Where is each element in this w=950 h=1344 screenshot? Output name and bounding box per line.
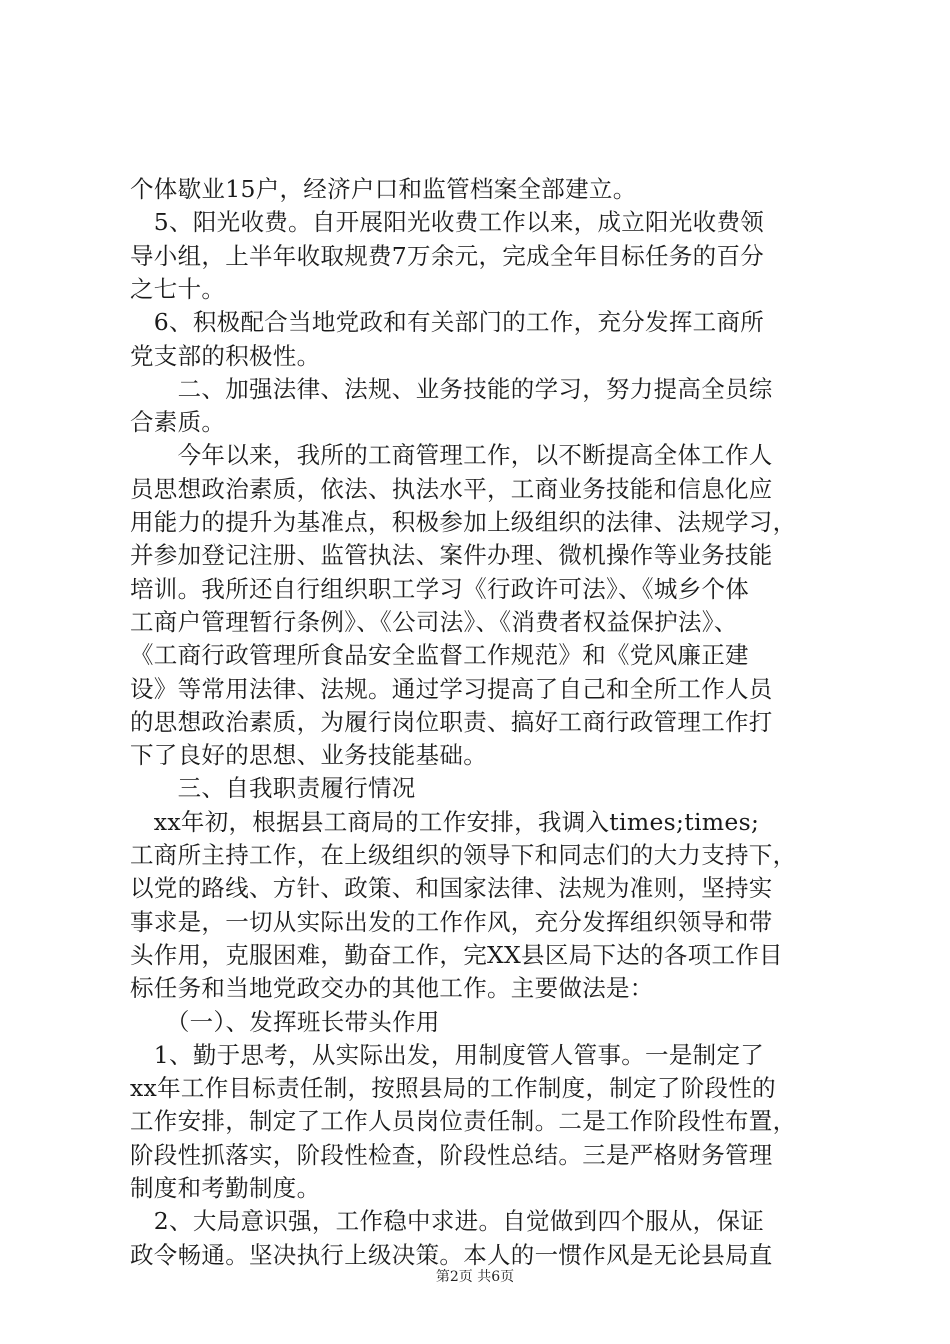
text-line: 1、勤于思考，从实际出发，用制度管人管事。一是制定了 [130, 1040, 765, 1069]
text-line: 工作安排，制定了工作人员岗位责任制。二是工作阶段性布置， [130, 1107, 797, 1136]
text-line: 《工商行政管理所食品安全监督工作规范》和《党风廉正建 [130, 641, 749, 670]
text-line: 2、大局意识强，工作稳中求进。自觉做到四个服从，保证 [130, 1207, 765, 1236]
text-line: 标任务和当地党政交办的其他工作。主要做法是： [130, 974, 654, 1003]
text-line: 三、自我职责履行情况 [130, 774, 416, 803]
text-line: 6、积极配合当地党政和有关部门的工作，充分发挥工商所 [130, 308, 765, 337]
text-line: 今年以来，我所的工商管理工作，以不断提高全体工作人 [130, 441, 773, 470]
text-line: 头作用，克服困难，勤奋工作，完XX县区局下达的各项工作目 [130, 940, 783, 969]
text-line: 制度和考勤制度。 [130, 1174, 321, 1202]
text-line: 阶段性抓落实，阶段性检查，阶段性总结。三是严格财务管理 [130, 1140, 773, 1169]
text-line: xx年工作目标责任制，按照县局的工作制度，制定了阶段性的 [130, 1074, 776, 1103]
text-line: 员思想政治素质，依法、执法水平，工商业务技能和信息化应 [130, 474, 773, 503]
text-line: 设》等常用法律、法规。通过学习提高了自己和全所工作人员 [130, 674, 773, 703]
text-line: 导小组，上半年收取规费7万余元，完成全年目标任务的百分 [130, 241, 765, 270]
text-line: 的思想政治素质，为履行岗位职责、搞好工商行政管理工作打 [130, 707, 773, 736]
text-line: 党支部的积极性。 [130, 341, 321, 370]
text-line: 合素质。 [130, 408, 226, 437]
text-line: 政令畅通。坚决执行上级决策。本人的一惯作风是无论县局直 [130, 1240, 773, 1269]
text-line: （一）、发挥班长带头作用 [130, 1007, 440, 1036]
page-footer: 第2页 共6页 [435, 1269, 515, 1285]
text-line: 工商户管理暂行条例》、《公司法》、《消费者权益保护法》、 [130, 607, 738, 636]
text-line: 用能力的提升为基准点，积极参加上级组织的法律、法规学习， [130, 508, 797, 536]
text-line: 培训。我所还自行组织职工学习《行政许可法》、《城乡个体 [130, 574, 750, 603]
text-line: 并参加登记注册、监管执法、案件办理、微机操作等业务技能 [130, 541, 773, 570]
text-line: 工商所主持工作，在上级组织的领导下和同志们的大力支持下， [130, 841, 797, 869]
text-line: 下了良好的思想、业务技能基础。 [130, 741, 487, 770]
text-line: 以党的路线、方针、政策、和国家法律、法规为准则，坚持实 [130, 874, 773, 903]
text-line: 事求是，一切从实际出发的工作作风，充分发挥组织领导和带 [130, 907, 773, 936]
text-line: 之七十。 [130, 274, 226, 303]
text-line: 5、阳光收费。自开展阳光收费工作以来，成立阳光收费领 [130, 208, 765, 237]
text-line: 二、加强法律、法规、业务技能的学习，努力提高全员综 [130, 374, 773, 403]
text-line: xx年初，根据县工商局的工作安排，我调入times;times; [130, 807, 760, 836]
text-line: 个体歇业15户，经济户口和监管档案全部建立。 [130, 175, 637, 203]
